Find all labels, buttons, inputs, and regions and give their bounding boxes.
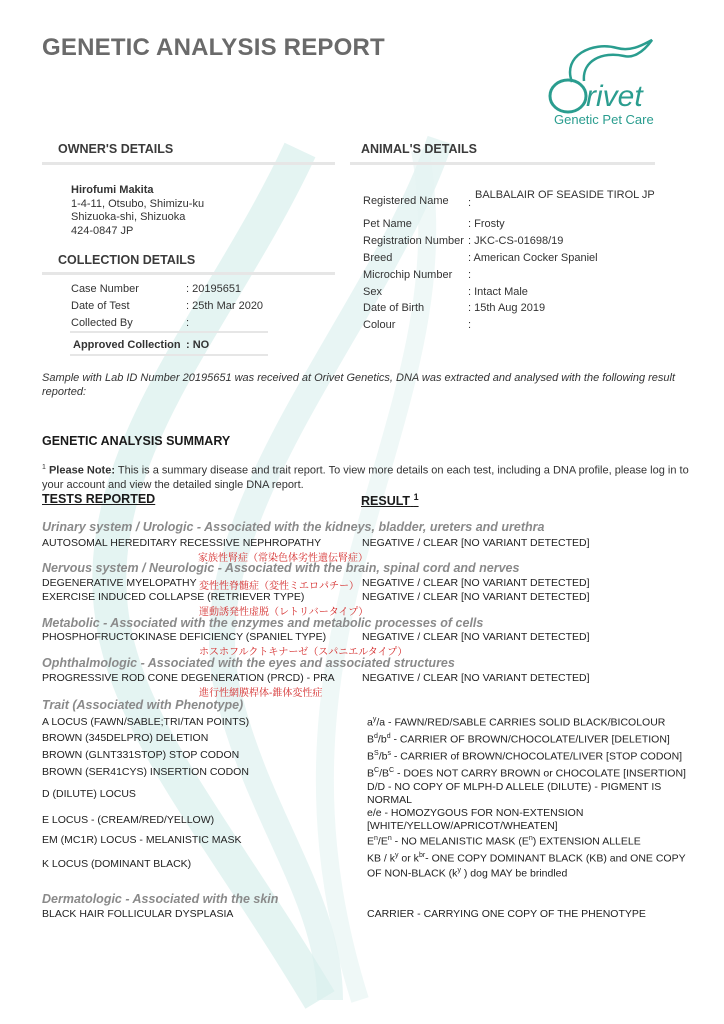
genotype-sup: y xyxy=(457,867,461,874)
trait-name: K LOCUS (DOMINANT BLACK) xyxy=(42,858,192,870)
test-name: PROGRESSIVE ROD CONE DEGENERATION (PRCD) - PRA xyxy=(42,672,335,684)
field-value: : American Cocker Spaniel xyxy=(468,251,598,264)
test-name: BLACK HAIR FOLLICULAR DYSPLASIA xyxy=(42,908,234,920)
genotype-sup: s xyxy=(387,750,391,757)
category-nervous: Nervous system / Neurologic - Associated with the brain, spinal cord and nerves xyxy=(42,561,520,575)
genotype: /E xyxy=(377,835,388,848)
trait-name: BROWN (SER41CYS) INSERTION CODON xyxy=(42,766,249,778)
animal-row xyxy=(363,266,598,283)
trait-result-cont xyxy=(367,867,567,880)
registered-name-value: BALBALAIR OF SEASIDE TIROL JP xyxy=(475,189,655,201)
genotype: B xyxy=(367,767,375,780)
genotype-sup: n xyxy=(387,835,392,842)
phenotype: - CARRIER of BROWN/CHOCOLATE/LIVER [STOP CODON] xyxy=(390,750,683,763)
field-label: Microchip Number xyxy=(363,268,453,281)
field-value: : xyxy=(468,268,472,281)
note-text: This is a summary disease and trait report. To view more details on each test, including a DNA profile, please log in to your account and view the detailed single DNA report. xyxy=(42,464,689,491)
trait-name: BROWN (GLNT331STOP) STOP CODON xyxy=(42,749,240,761)
collection-row xyxy=(71,314,263,331)
field-value: : 15th Aug 2019 xyxy=(468,302,546,315)
genotype-sup: C xyxy=(389,767,395,774)
category-dermatologic: Dermatologic - Associated with the skin xyxy=(42,892,279,906)
animal-row xyxy=(363,216,598,233)
owner-block xyxy=(71,184,204,238)
trait-name: EM (MC1R) LOCUS - MELANISTIC MASK xyxy=(42,834,242,846)
note-superscript: 1 xyxy=(42,464,46,471)
approved-label: Approved Collection xyxy=(73,339,181,351)
test-name: EXERCISE INDUCED COLLAPSE (RETRIEVER TYPE) xyxy=(42,591,305,603)
trait-name: D (DILUTE) LOCUS xyxy=(42,788,136,800)
genotype: /b xyxy=(377,733,387,746)
test-name: DEGENERATIVE MYELOPATHY xyxy=(42,577,197,589)
phenotype: - ONE COPY DOMINANT BLACK (KB) and ONE COPY xyxy=(425,852,686,865)
genotype-sup: br xyxy=(418,852,426,859)
report-title: GENETIC ANALYSIS REPORT xyxy=(42,34,385,61)
animal-row xyxy=(363,300,598,317)
genotype: KB / k xyxy=(367,852,396,865)
field-value: : Intact Male xyxy=(468,285,528,298)
trait-result: e/e - HOMOZYGOUS FOR NON-EXTENSION [WHITE/YELLOW/APRICOT/WHEATEN] xyxy=(367,807,584,832)
test-name-jp: ホスホフルクトキナーゼ（スパニエルタイプ） xyxy=(199,647,408,658)
trait-result xyxy=(367,716,665,729)
field-value: : JKC-CS-01698/19 xyxy=(468,235,564,248)
animal-row xyxy=(363,317,598,334)
genotype: E xyxy=(367,835,375,848)
animal-row xyxy=(363,283,598,300)
owner-divider xyxy=(42,162,335,165)
genotype: or k xyxy=(398,852,419,865)
trait-result xyxy=(367,852,686,865)
test-result: NEGATIVE / CLEAR [NO VARIANT DETECTED] xyxy=(362,537,590,549)
field-value: : Frosty xyxy=(468,218,505,231)
sample-intro: Sample with Lab ID Number 20195651 was received at Orivet Genetics, DNA was extracted and analysed with the following result reported: xyxy=(42,372,676,398)
genotype: /b xyxy=(378,750,388,763)
test-result: NEGATIVE / CLEAR [NO VARIANT DETECTED] xyxy=(362,672,590,684)
test-name-jp: 変性性脊髄症（変性ミエロパチー） xyxy=(199,581,359,592)
phenotype: OF NON-BLACK (k xyxy=(367,867,458,880)
result-superscript: 1 xyxy=(413,492,419,502)
genotype-sup: y xyxy=(372,716,377,723)
svg-text:Genetic Pet Care: Genetic Pet Care xyxy=(554,112,654,127)
trait-result: D/D - NO COPY OF MLPH-D ALLELE (DILUTE) - PIGMENT IS NORMAL xyxy=(367,781,662,806)
phenotype: - NO MELANISTIC MASK (E xyxy=(391,835,529,848)
collection-divider xyxy=(42,272,335,275)
field-value: : 25th Mar 2020 xyxy=(186,299,264,312)
trait-name: E LOCUS - (CREAM/RED/YELLOW) xyxy=(42,814,215,826)
orivet-logo-icon xyxy=(532,36,682,128)
field-label: Date of Birth xyxy=(363,302,425,315)
summary-note xyxy=(42,461,692,492)
trait-name: BROWN (345DELPRO) DELETION xyxy=(42,732,209,744)
owner-address-line: Shizuoka-shi, Shizuoka xyxy=(71,211,186,223)
field-value: : 20195651 xyxy=(186,282,242,295)
result-heading xyxy=(361,492,419,508)
collection-heading: COLLECTION DETAILS xyxy=(58,253,196,267)
owner-address-line: 1-4-11, Otsubo, Shimizu-ku xyxy=(71,197,205,210)
field-label: Registration Number xyxy=(363,235,464,248)
approved-divider-bottom xyxy=(70,354,268,356)
test-result: NEGATIVE / CLEAR [NO VARIANT DETECTED] xyxy=(362,577,590,589)
field-label: Sex xyxy=(363,285,382,298)
test-name-jp: 家族性腎症（常染色体劣性遺伝腎症） xyxy=(198,553,368,564)
phenotype: - FAWN/RED/SABLE CARRIES SOLID BLACK/BICOLOUR xyxy=(385,716,666,729)
approved-collection xyxy=(70,334,270,354)
genotype-sup: n xyxy=(374,835,378,842)
field-value: : xyxy=(186,316,190,329)
genotype: B xyxy=(367,750,375,763)
genotype-sup: d xyxy=(374,733,378,740)
test-result: NEGATIVE / CLEAR [NO VARIANT DETECTED] xyxy=(362,591,590,603)
collection-row xyxy=(71,297,263,314)
test-name: PHOSPHOFRUCTOKINASE DEFICIENCY (SPANIEL TYPE) xyxy=(42,631,327,643)
phenotype: ) EXTENSION ALLELE xyxy=(532,835,641,848)
genotype: a xyxy=(367,716,373,729)
animal-label: Registered Name xyxy=(363,195,449,207)
test-result: NEGATIVE / CLEAR [NO VARIANT DETECTED] xyxy=(362,631,590,643)
field-label: Pet Name xyxy=(363,218,412,231)
animal-row xyxy=(363,250,598,267)
field-label: Date of Test xyxy=(71,299,130,312)
trait-result xyxy=(367,750,682,763)
genotype-sup: d xyxy=(386,733,391,740)
note-bold: Please Note: xyxy=(48,464,115,477)
genotype-sup: S xyxy=(374,750,379,757)
approved-divider-top xyxy=(70,331,268,333)
trait-name: A LOCUS (FAWN/SABLE;TRI/TAN POINTS) xyxy=(42,716,250,728)
trait-result: CARRIER - CARRYING ONE COPY OF THE PHENOTYPE xyxy=(367,908,646,920)
trait-result xyxy=(367,767,686,780)
category-ophthalmologic: Ophthalmologic - Associated with the eyes and associated structures xyxy=(42,656,455,670)
genotype-sup: n xyxy=(528,835,533,842)
category-urinary: Urinary system / Urologic - Associated with the kidneys, bladder, ureters and urethra xyxy=(42,520,545,534)
genotype-sup: C xyxy=(374,767,380,774)
genotype: /B xyxy=(379,767,389,780)
trait-result xyxy=(367,733,670,746)
genotype-sup: y xyxy=(395,852,399,859)
collection-table xyxy=(71,280,263,331)
category-metabolic: Metabolic - Associated with the enzymes and metabolic processes of cells xyxy=(42,616,484,630)
animal-table xyxy=(363,216,598,334)
field-label: Breed xyxy=(363,251,393,264)
field-value: : xyxy=(468,319,472,332)
genotype: B xyxy=(367,733,375,746)
summary-heading: GENETIC ANALYSIS SUMMARY xyxy=(42,434,231,448)
colon: : xyxy=(468,197,472,209)
approved-value: : NO xyxy=(186,339,210,351)
svg-text:rivet: rivet xyxy=(586,80,643,113)
field-label: Case Number xyxy=(71,282,139,295)
animal-row xyxy=(363,233,598,250)
owner-heading: OWNER'S DETAILS xyxy=(58,142,174,156)
test-name-jp: 進行性網膜桿体-錐体変性症 xyxy=(199,688,323,699)
test-name: AUTOSOMAL HEREDITARY RECESSIVE NEPHROPATHY xyxy=(42,537,322,549)
category-trait: Trait (Associated with Phenotype) xyxy=(42,698,244,712)
animal-divider xyxy=(350,162,655,165)
owner-address-line: 424-0847 JP xyxy=(71,224,134,237)
tests-reported-heading: TESTS REPORTED xyxy=(42,492,156,506)
phenotype: - CARRIER OF BROWN/CHOCOLATE/LIVER [DELETION] xyxy=(390,733,670,746)
field-label: Collected By xyxy=(71,316,133,329)
trait-result xyxy=(367,835,641,848)
genotype: /a xyxy=(376,716,386,729)
field-label: Colour xyxy=(363,319,396,332)
orivet-logo xyxy=(532,36,682,128)
result-heading-text: RESULT xyxy=(361,494,411,509)
animal-heading: ANIMAL'S DETAILS xyxy=(361,142,477,156)
owner-name: Hirofumi Makita xyxy=(71,184,154,196)
collection-row xyxy=(71,280,263,297)
test-name-jp: 運動誘発性虚脱（レトリバータイプ） xyxy=(199,607,369,618)
phenotype: ) dog MAY be brindled xyxy=(460,867,568,880)
phenotype: - DOES NOT CARRY BROWN or CHOCOLATE [INSERTION] xyxy=(394,767,686,780)
